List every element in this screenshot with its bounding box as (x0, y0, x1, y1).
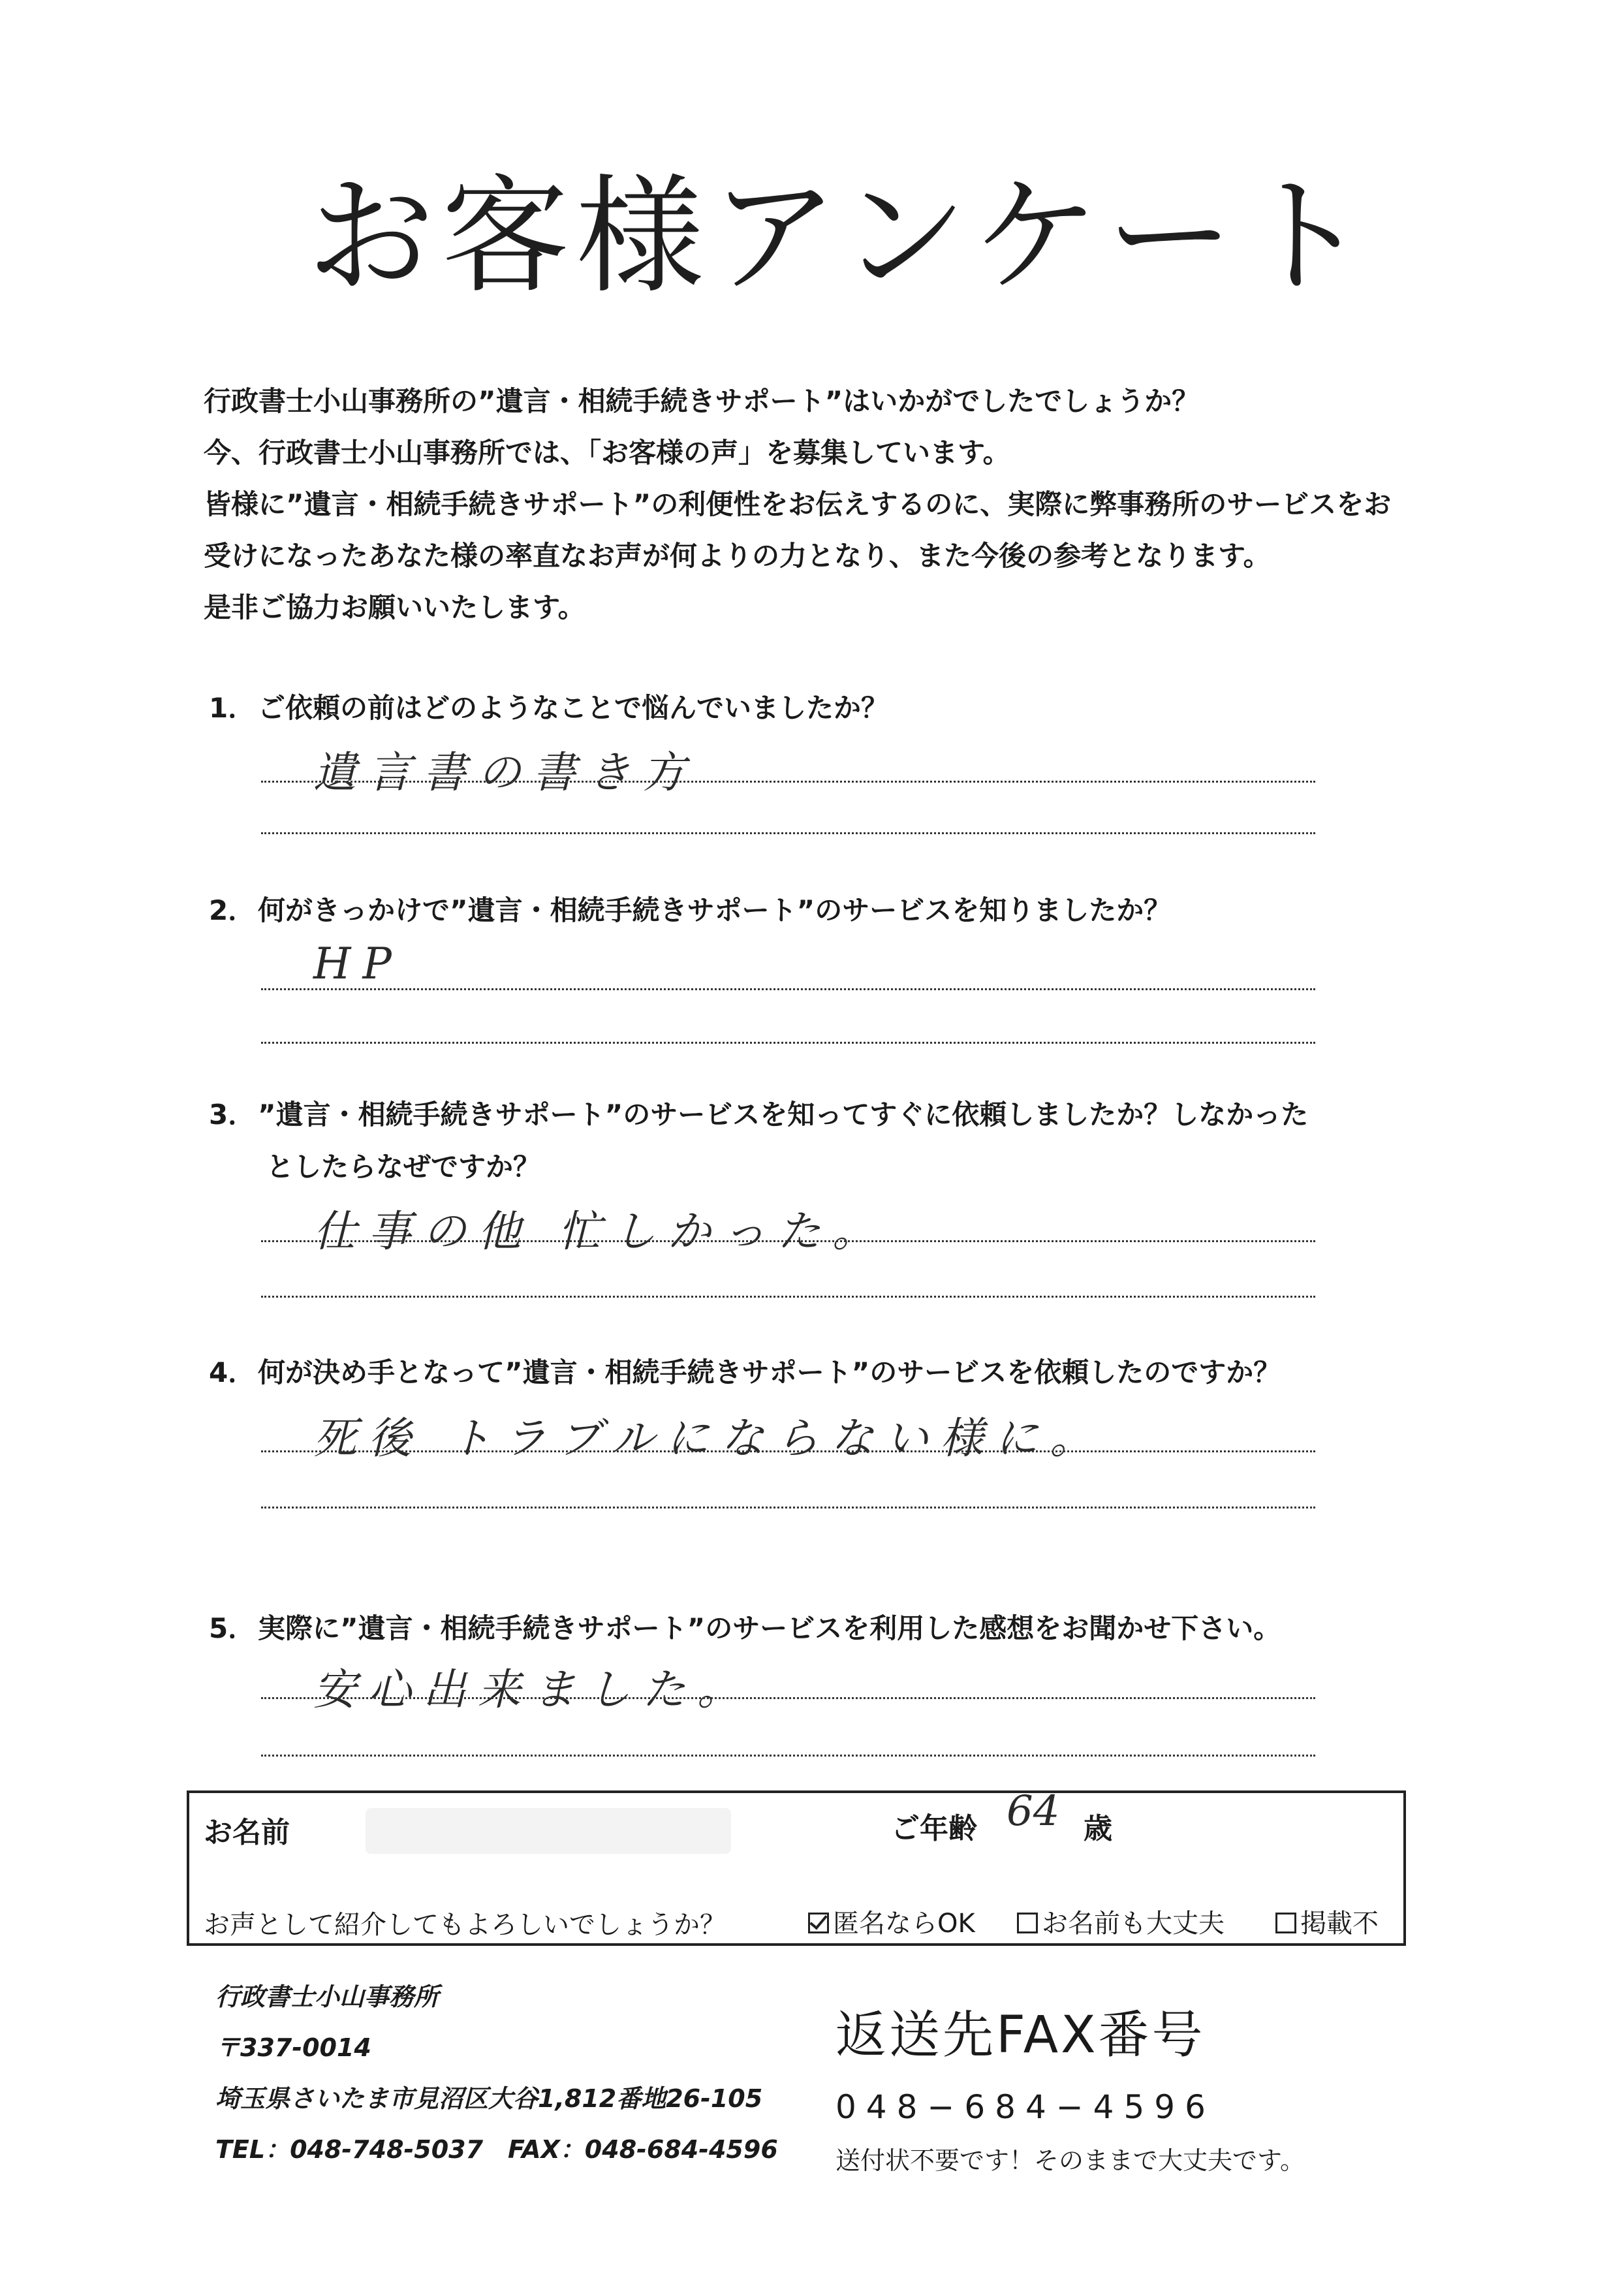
answer-4-handwriting: 死後 トラブルにならない様に。 (313, 1413, 1105, 1463)
office-name: 行政書士小山事務所 (215, 1982, 439, 2011)
question-3 (209, 1089, 1449, 1193)
option-label: 匿名ならOK (833, 1909, 975, 1939)
age-label: ご年齢 (891, 1812, 977, 1845)
question-number: 5． (209, 1612, 256, 1644)
intro-line: 行政書士小山事務所の”遺言・相続手続きサポート”はいかがでしたでしょうか？ (204, 385, 1200, 417)
question-text: 何がきっかけで”遺言・相続手続きサポート”のサービスを知りましたか？ (258, 894, 1172, 926)
question-text: ご依頼の前はどのようなことで悩んでいましたか？ (258, 692, 889, 724)
fax-note: 送付状不要です！そのままで大丈夫です。 (835, 2146, 1305, 2175)
fax-title: 返送先FAX番号 (835, 2006, 1206, 2065)
intro-line: 皆様に”遺言・相続手続きサポート”の利便性をお伝えするのに、実際に弊事務所のサービスをお (204, 488, 1392, 520)
consent-question: お声として紹介してもよろしいでしょうか？ (204, 1910, 726, 1940)
fax-section (835, 1994, 1305, 2176)
answer-line (261, 1042, 1315, 1044)
answer-line (261, 988, 1315, 990)
answer-line (261, 1697, 1315, 1699)
fax-number: 048−684−4596 (835, 2088, 1215, 2126)
question-4 (209, 1347, 1449, 1399)
office-address: 埼玉県さいたま市見沼区大谷1,812番地26-105 (215, 2084, 763, 2113)
answer-line (261, 832, 1315, 834)
answer-line (261, 1450, 1315, 1452)
page-title: お客様アンケート (307, 163, 1375, 311)
name-label: お名前 (204, 1816, 290, 1849)
answer-line (261, 1755, 1315, 1757)
question-1 (209, 682, 1449, 734)
intro-line: 今、行政書士小山事務所では、「お客様の声」を募集しています。 (204, 437, 1010, 469)
question-number: 2． (209, 894, 256, 926)
question-number: 3． (209, 1099, 256, 1131)
age-unit: 歳 (1084, 1812, 1112, 1845)
question-text-continued: としたらなぜですか？ (266, 1151, 541, 1183)
intro-text (204, 375, 1509, 633)
checkbox-checked[interactable] (808, 1913, 829, 1933)
redacted-name-area (366, 1808, 731, 1854)
answer-5-handwriting: 安心出来ました。 (313, 1665, 752, 1715)
checkbox[interactable] (1275, 1913, 1296, 1933)
checkbox[interactable] (1017, 1913, 1038, 1933)
question-text: ”遺言・相続手続きサポート”のサービスを知ってすぐに依頼しましたか？しなかった (258, 1099, 1309, 1131)
option-name-ok[interactable] (1017, 1903, 1225, 1940)
office-info (215, 1971, 778, 2175)
answer-1-handwriting: 遺言書の書き方 (313, 747, 697, 798)
answer-line (261, 1296, 1315, 1298)
option-label: 掲載不 (1300, 1909, 1379, 1939)
option-anonymous[interactable] (808, 1903, 975, 1940)
answer-line (261, 1507, 1315, 1508)
question-number: 4． (209, 1356, 256, 1388)
question-text: 実際に”遺言・相続手続きサポート”のサービスを利用した感想をお聞かせ下さい。 (258, 1612, 1281, 1644)
question-5 (209, 1602, 1449, 1655)
option-no-publish[interactable] (1275, 1903, 1379, 1940)
question-number: 1． (209, 692, 256, 724)
answer-line (261, 781, 1315, 783)
option-label: お名前も大丈夫 (1042, 1909, 1225, 1939)
age-handwriting: 64 (1007, 1787, 1060, 1836)
office-contact: TEL：048-748-5037 FAX：048-684-4596 (215, 2135, 778, 2164)
answer-line (261, 1240, 1315, 1242)
office-postal: 〒337-0014 (215, 2033, 371, 2062)
question-text: 何が決め手となって”遺言・相続手続きサポート”のサービスを依頼したのですか？ (258, 1356, 1281, 1388)
intro-line: 是非ご協力お願いいたします。 (204, 591, 586, 623)
answer-3-handwriting: 仕事の他 忙しかった。 (313, 1206, 887, 1257)
question-2 (209, 884, 1449, 937)
answer-2-handwriting: HP (313, 939, 403, 989)
intro-line: 受けになったあなた様の率直なお声が何よりの力となり、また今後の参考となります。 (204, 540, 1271, 572)
